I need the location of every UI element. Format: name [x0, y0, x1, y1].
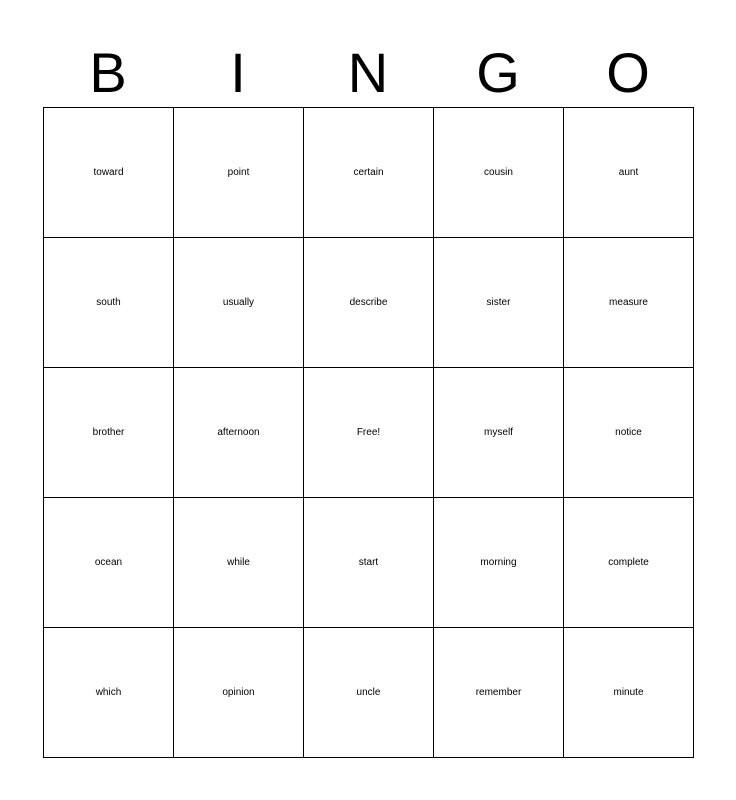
bingo-cell: start	[304, 498, 434, 628]
bingo-cell: point	[174, 108, 304, 238]
bingo-cell: sister	[434, 238, 564, 368]
bingo-board	[43, 107, 694, 758]
bingo-cell: minute	[564, 628, 694, 758]
header-letter-i: I	[230, 41, 246, 104]
bingo-cell: describe	[304, 238, 434, 368]
bingo-cell: brother	[44, 368, 174, 498]
header-letter-n: N	[347, 41, 389, 104]
bingo-cell: remember	[434, 628, 564, 758]
bingo-cell: toward	[44, 108, 174, 238]
bingo-cell: complete	[564, 498, 694, 628]
bingo-cell: afternoon	[174, 368, 304, 498]
bingo-cell: usually	[174, 238, 304, 368]
header-letter-b: B	[89, 41, 127, 104]
bingo-cell: cousin	[434, 108, 564, 238]
header-letter-g: G	[476, 41, 520, 104]
bingo-cell: certain	[304, 108, 434, 238]
bingo-cell: myself	[434, 368, 564, 498]
bingo-cell: while	[174, 498, 304, 628]
bingo-cell: south	[44, 238, 174, 368]
bingo-cell: ocean	[44, 498, 174, 628]
bingo-header	[43, 40, 693, 106]
free-space-cell: Free!	[304, 368, 434, 498]
bingo-cell: which	[44, 628, 174, 758]
bingo-cell: aunt	[564, 108, 694, 238]
bingo-cell: notice	[564, 368, 694, 498]
bingo-cell: opinion	[174, 628, 304, 758]
header-letter-o: O	[606, 41, 650, 104]
bingo-cell: morning	[434, 498, 564, 628]
bingo-cell: measure	[564, 238, 694, 368]
bingo-cell: uncle	[304, 628, 434, 758]
